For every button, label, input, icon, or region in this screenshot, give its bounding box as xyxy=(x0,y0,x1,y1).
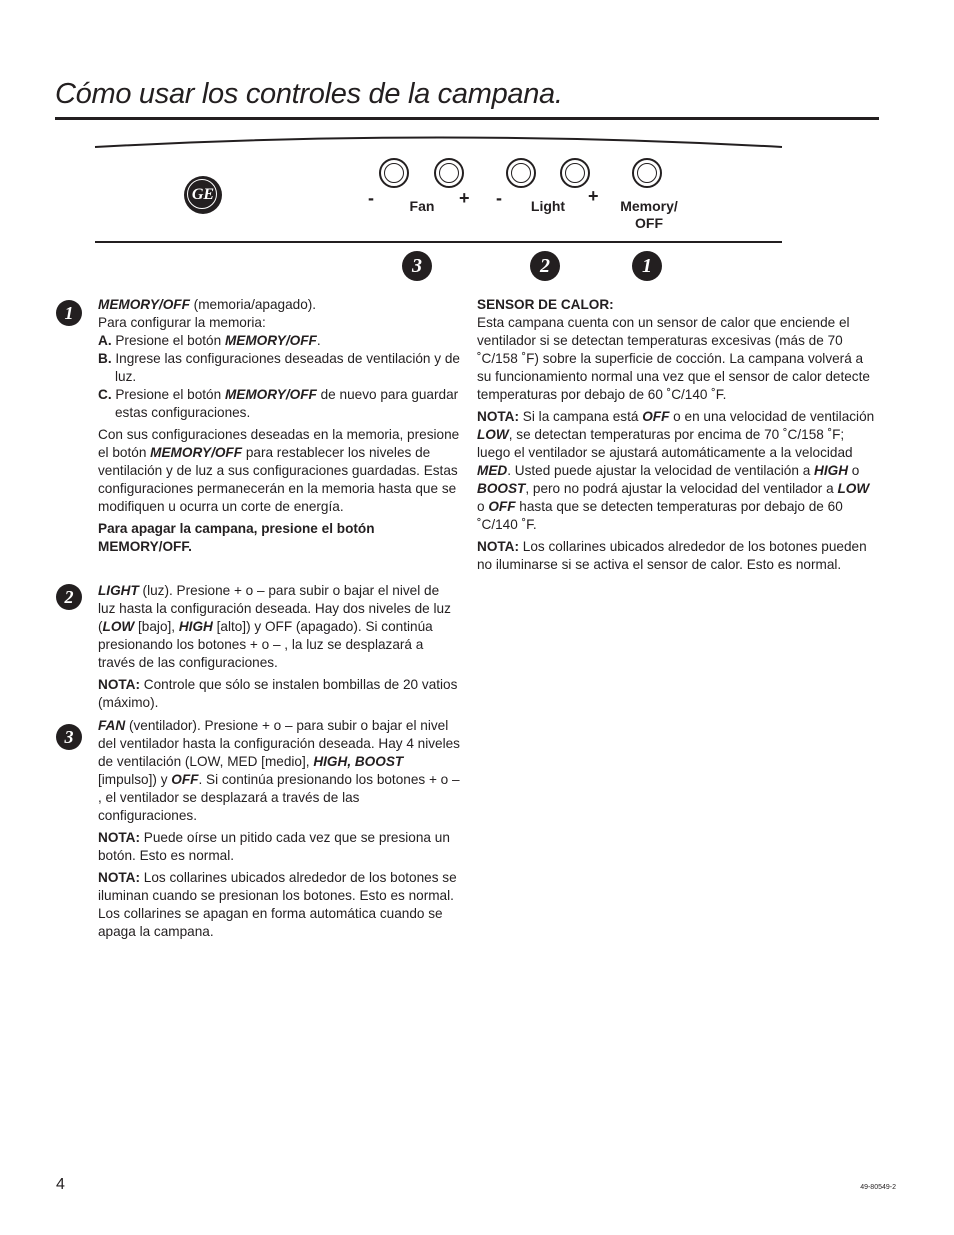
control-panel-illustration xyxy=(0,0,954,300)
light-label: Light xyxy=(530,198,566,214)
light-minus-sign: - xyxy=(496,188,502,208)
fan-note-2: NOTA: Los collarines ubicados alrededor de los botones se iluminan cuando se presionan los botones. Esto es normal. Los collarines se apagan en forma automática cuando se apaga la campana. xyxy=(98,870,457,939)
heat-sensor-note-1: NOTA: Si la campana está OFF o en una velocidad de ventilación LOW, se detectan temperaturas por encima de 70 ˚C/158 ˚F; luego el ventilador se ajustará automáticamente a la velocidad MED. Usted puede ajustar la velocidad de ventilación a HIGH o BOOST, pero no podrá ajustar la velocidad del ventilador a LOW o OFF hasta que se detecten temperaturas por debajo de 60 ˚C/140 ˚F. xyxy=(477,409,875,532)
fan-plus-sign: + xyxy=(459,188,470,208)
memory-step-b: B. Ingrese las configuraciones deseadas de ventilación y de luz. xyxy=(98,351,460,384)
memory-title: MEMORY/OFF xyxy=(98,297,190,312)
fan-minus-button[interactable] xyxy=(379,158,409,188)
memory-intro: Para configurar la memoria: xyxy=(98,315,266,330)
fan-plus-button[interactable] xyxy=(434,158,464,188)
section-badge-3: 3 xyxy=(56,724,82,750)
panel-outline xyxy=(0,0,954,300)
light-plus-button[interactable] xyxy=(560,158,590,188)
section-badge-1: 1 xyxy=(56,300,82,326)
callout-2: 2 xyxy=(530,251,560,281)
callout-3: 3 xyxy=(402,251,432,281)
heat-sensor-note-2: NOTA: Los collarines ubicados alrededor de los botones pueden no iluminarse si se activa el sensor de calor. Esto es normal. xyxy=(477,539,867,572)
page-number: 4 xyxy=(56,1176,65,1193)
fan-note-1: NOTA: Puede oírse un pitido cada vez que se presiona un botón. Esto es normal. xyxy=(98,830,450,863)
document-id: 49-80549-2 xyxy=(860,1184,896,1191)
light-minus-button[interactable] xyxy=(506,158,536,188)
light-note: NOTA: Controle que sólo se instalen bombillas de 20 vatios (máximo). xyxy=(98,677,458,710)
heat-sensor-heading: SENSOR DE CALOR: xyxy=(477,297,614,312)
heat-sensor-paragraph: Esta campana cuenta con un sensor de calor que enciende el ventilador si se detectan temperaturas excesivas (más de 70 ˚C/158 ˚F) sobre la superficie de cocción. La campana volverá a su funcionamiento normal una vez que el sensor de calor detecte temperaturas por debajo de 60 ˚C/140 ˚F. xyxy=(477,315,870,402)
memory-section xyxy=(98,296,460,582)
fan-minus-sign: - xyxy=(368,188,374,208)
ge-logo xyxy=(184,176,222,214)
memory-label-line2: OFF xyxy=(635,215,663,231)
memory-step-c: C. Presione el botón MEMORY/OFF de nuevo para guardar estas configuraciones. xyxy=(98,387,459,420)
memory-paragraph: Con sus configuraciones deseadas en la memoria, presione el botón MEMORY/OFF para restablecer los niveles de ventilación y de luz a sus configuraciones guardadas. Estas configuraciones permanecerán en la memoria hasta que se modifiquen u ocurra un corte de energía. xyxy=(98,427,460,514)
light-description: LIGHT (luz). Presione + o – para subir o bajar el nivel de luz hasta la configuración deseada. Hay dos niveles de luz (LOW [bajo], HIGH [alto]) y OFF (apagado). Si continúa presionando los botones + o – , la luz se desplazará a través de las configuraciones. xyxy=(98,583,451,670)
fan-section xyxy=(98,717,460,941)
right-column xyxy=(477,296,879,578)
light-plus-sign: + xyxy=(588,186,599,206)
memory-off-button[interactable] xyxy=(632,158,662,188)
ge-logo-text: GE xyxy=(191,186,215,203)
callout-1: 1 xyxy=(632,251,662,281)
section-badge-2: 2 xyxy=(56,584,82,610)
memory-off-note: Para apagar la campana, presione el botón MEMORY/OFF. xyxy=(98,521,375,554)
fan-description: FAN (ventilador). Presione + o – para subir o bajar el nivel del ventilador hasta la configuración deseada. Hay 4 niveles de ventilación (LOW, MED [medio], HIGH, BOOST [impulso]) y OFF. Si continúa presionando los botones + o – , el ventilador se desplazará a través de las configuraciones. xyxy=(98,718,460,823)
left-column xyxy=(98,296,460,945)
light-section xyxy=(98,582,460,717)
fan-label: Fan xyxy=(409,198,435,214)
page-title: Cómo usar los controles de la campana. xyxy=(55,78,563,110)
memory-title-rest: (memoria/apagado). xyxy=(189,297,317,312)
memory-step-a: A. Presione el botón MEMORY/OFF. xyxy=(98,333,321,348)
memory-label-line1: Memory/ xyxy=(620,198,678,214)
